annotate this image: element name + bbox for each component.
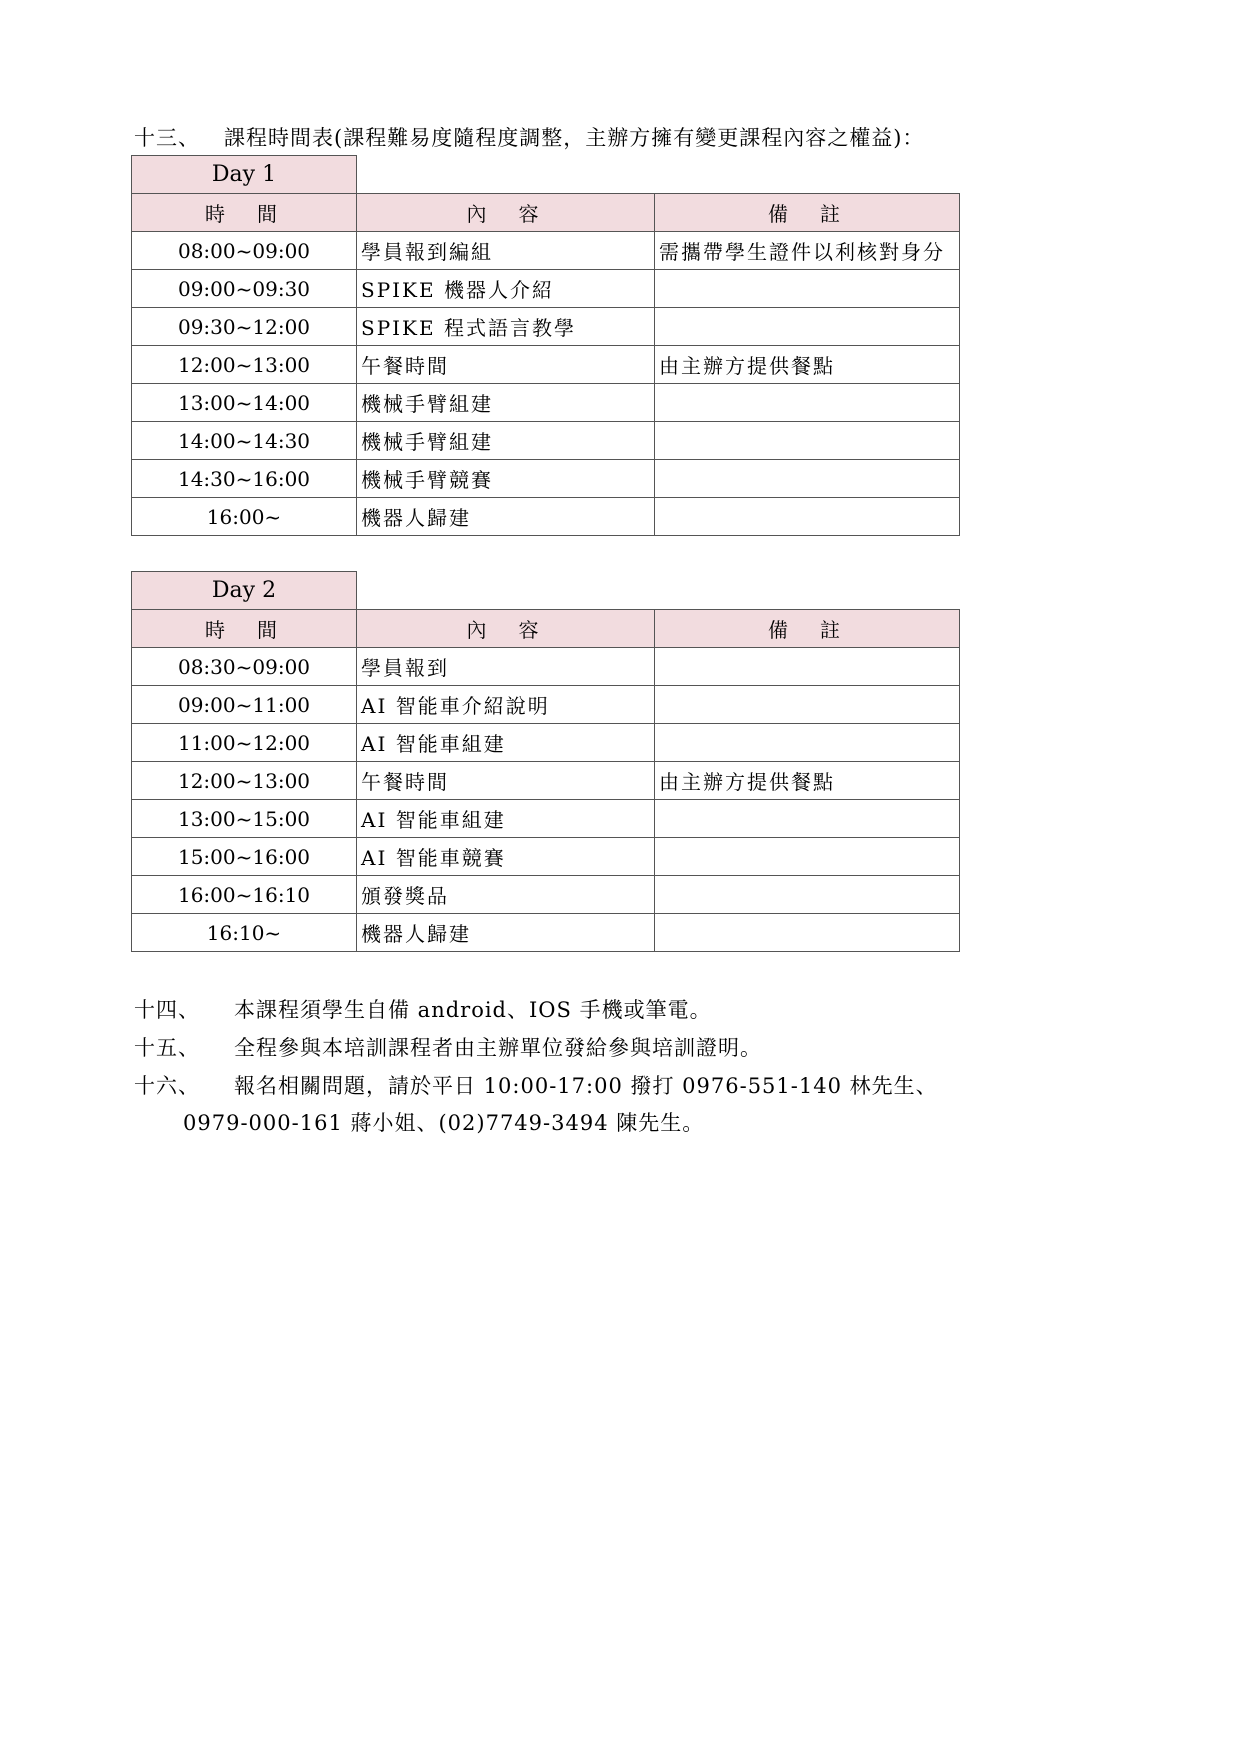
- cell-content: AI 智能車競賽: [357, 838, 655, 876]
- cell-content: 午餐時間: [357, 346, 655, 384]
- cell-note: [655, 648, 960, 686]
- cell-content: 機器人歸建: [357, 914, 655, 952]
- cell-time: 12:00~13:00: [132, 762, 357, 800]
- section-16: [134, 1070, 938, 1100]
- cell-note: [655, 308, 960, 346]
- cell-time: 13:00~15:00: [132, 800, 357, 838]
- section-14-number: 十四、: [134, 998, 200, 1022]
- cell-time: 08:00~09:00: [132, 232, 357, 270]
- table-header-row: [132, 610, 960, 648]
- cell-content: 機械手臂競賽: [357, 460, 655, 498]
- cell-content: 學員報到: [357, 648, 655, 686]
- table-row: [132, 460, 960, 498]
- cell-note: [655, 686, 960, 724]
- cell-time: 16:10~: [132, 914, 357, 952]
- section-16-number: 十六、: [134, 1074, 200, 1098]
- cell-note: [655, 384, 960, 422]
- cell-time: 09:00~11:00: [132, 686, 357, 724]
- table-row: [132, 422, 960, 460]
- cell-note: [655, 460, 960, 498]
- cell-content: SPIKE 機器人介紹: [357, 270, 655, 308]
- cell-time: 16:00~: [132, 498, 357, 536]
- cell-content: 午餐時間: [357, 762, 655, 800]
- table-row: [132, 308, 960, 346]
- table-row: [132, 724, 960, 762]
- header-time: 時 間: [132, 610, 357, 648]
- section-14-text: 本課程須學生自備 android、IOS 手機或筆電。: [234, 998, 712, 1022]
- section-13-heading: [134, 122, 924, 152]
- header-note: 備 註: [655, 610, 960, 648]
- cell-time: 15:00~16:00: [132, 838, 357, 876]
- header-content: 內 容: [357, 194, 655, 232]
- section-15-text: 全程參與本培訓課程者由主辦單位發給參與培訓證明。: [234, 1036, 762, 1060]
- cell-note: [655, 876, 960, 914]
- section-15-number: 十五、: [134, 1036, 200, 1060]
- table-row: [132, 914, 960, 952]
- cell-content: AI 智能車組建: [357, 724, 655, 762]
- header-content: 內 容: [357, 610, 655, 648]
- cell-content: AI 智能車組建: [357, 800, 655, 838]
- day1-label: Day 1: [132, 156, 357, 194]
- cell-note: [655, 270, 960, 308]
- cell-note: [655, 914, 960, 952]
- table-row: [132, 346, 960, 384]
- table-header-row: [132, 194, 960, 232]
- table-row: [132, 384, 960, 422]
- table-row: [132, 686, 960, 724]
- table-row: [132, 498, 960, 536]
- section-14: [134, 994, 712, 1024]
- day1-schedule-table: [131, 155, 960, 536]
- table-row: [132, 876, 960, 914]
- cell-content: 機器人歸建: [357, 498, 655, 536]
- table-row: [132, 648, 960, 686]
- cell-note: [655, 498, 960, 536]
- day2-schedule-table: [131, 571, 960, 952]
- cell-time: 13:00~14:00: [132, 384, 357, 422]
- section-16-continued: 0979-000-161 蔣小姐、(02)7749-3494 陳先生。: [183, 1111, 705, 1135]
- table-row: [132, 762, 960, 800]
- table-row: [132, 270, 960, 308]
- day-label-row: [132, 572, 960, 610]
- cell-note: 由主辦方提供餐點: [655, 346, 960, 384]
- table-row: [132, 838, 960, 876]
- day-label-row: [132, 156, 960, 194]
- section-16-text: 報名相關問題，請於平日 10:00-17:00 撥打 0976-551-140 林先生、: [234, 1074, 938, 1098]
- section-13-number: 十三、: [134, 126, 200, 150]
- cell-content: AI 智能車介紹說明: [357, 686, 655, 724]
- cell-time: 16:00~16:10: [132, 876, 357, 914]
- header-time: 時 間: [132, 194, 357, 232]
- cell-content: SPIKE 程式語言教學: [357, 308, 655, 346]
- cell-time: 09:30~12:00: [132, 308, 357, 346]
- cell-note: [655, 838, 960, 876]
- cell-content: 機械手臂組建: [357, 384, 655, 422]
- cell-note: [655, 724, 960, 762]
- cell-note: 由主辦方提供餐點: [655, 762, 960, 800]
- table-row: [132, 232, 960, 270]
- cell-content: 頒發獎品: [357, 876, 655, 914]
- cell-time: 09:00~09:30: [132, 270, 357, 308]
- cell-content: 學員報到編組: [357, 232, 655, 270]
- cell-time: 08:30~09:00: [132, 648, 357, 686]
- section-15: [134, 1032, 762, 1062]
- cell-note: [655, 800, 960, 838]
- table-row: [132, 800, 960, 838]
- day2-label: Day 2: [132, 572, 357, 610]
- header-note: 備 註: [655, 194, 960, 232]
- cell-time: 14:00~14:30: [132, 422, 357, 460]
- cell-time: 14:30~16:00: [132, 460, 357, 498]
- cell-note: 需攜帶學生證件以利核對身分: [655, 232, 960, 270]
- section-13-text: 課程時間表(課程難易度隨程度調整，主辦方擁有變更課程內容之權益)：: [224, 126, 925, 150]
- cell-time: 11:00~12:00: [132, 724, 357, 762]
- cell-time: 12:00~13:00: [132, 346, 357, 384]
- cell-note: [655, 422, 960, 460]
- cell-content: 機械手臂組建: [357, 422, 655, 460]
